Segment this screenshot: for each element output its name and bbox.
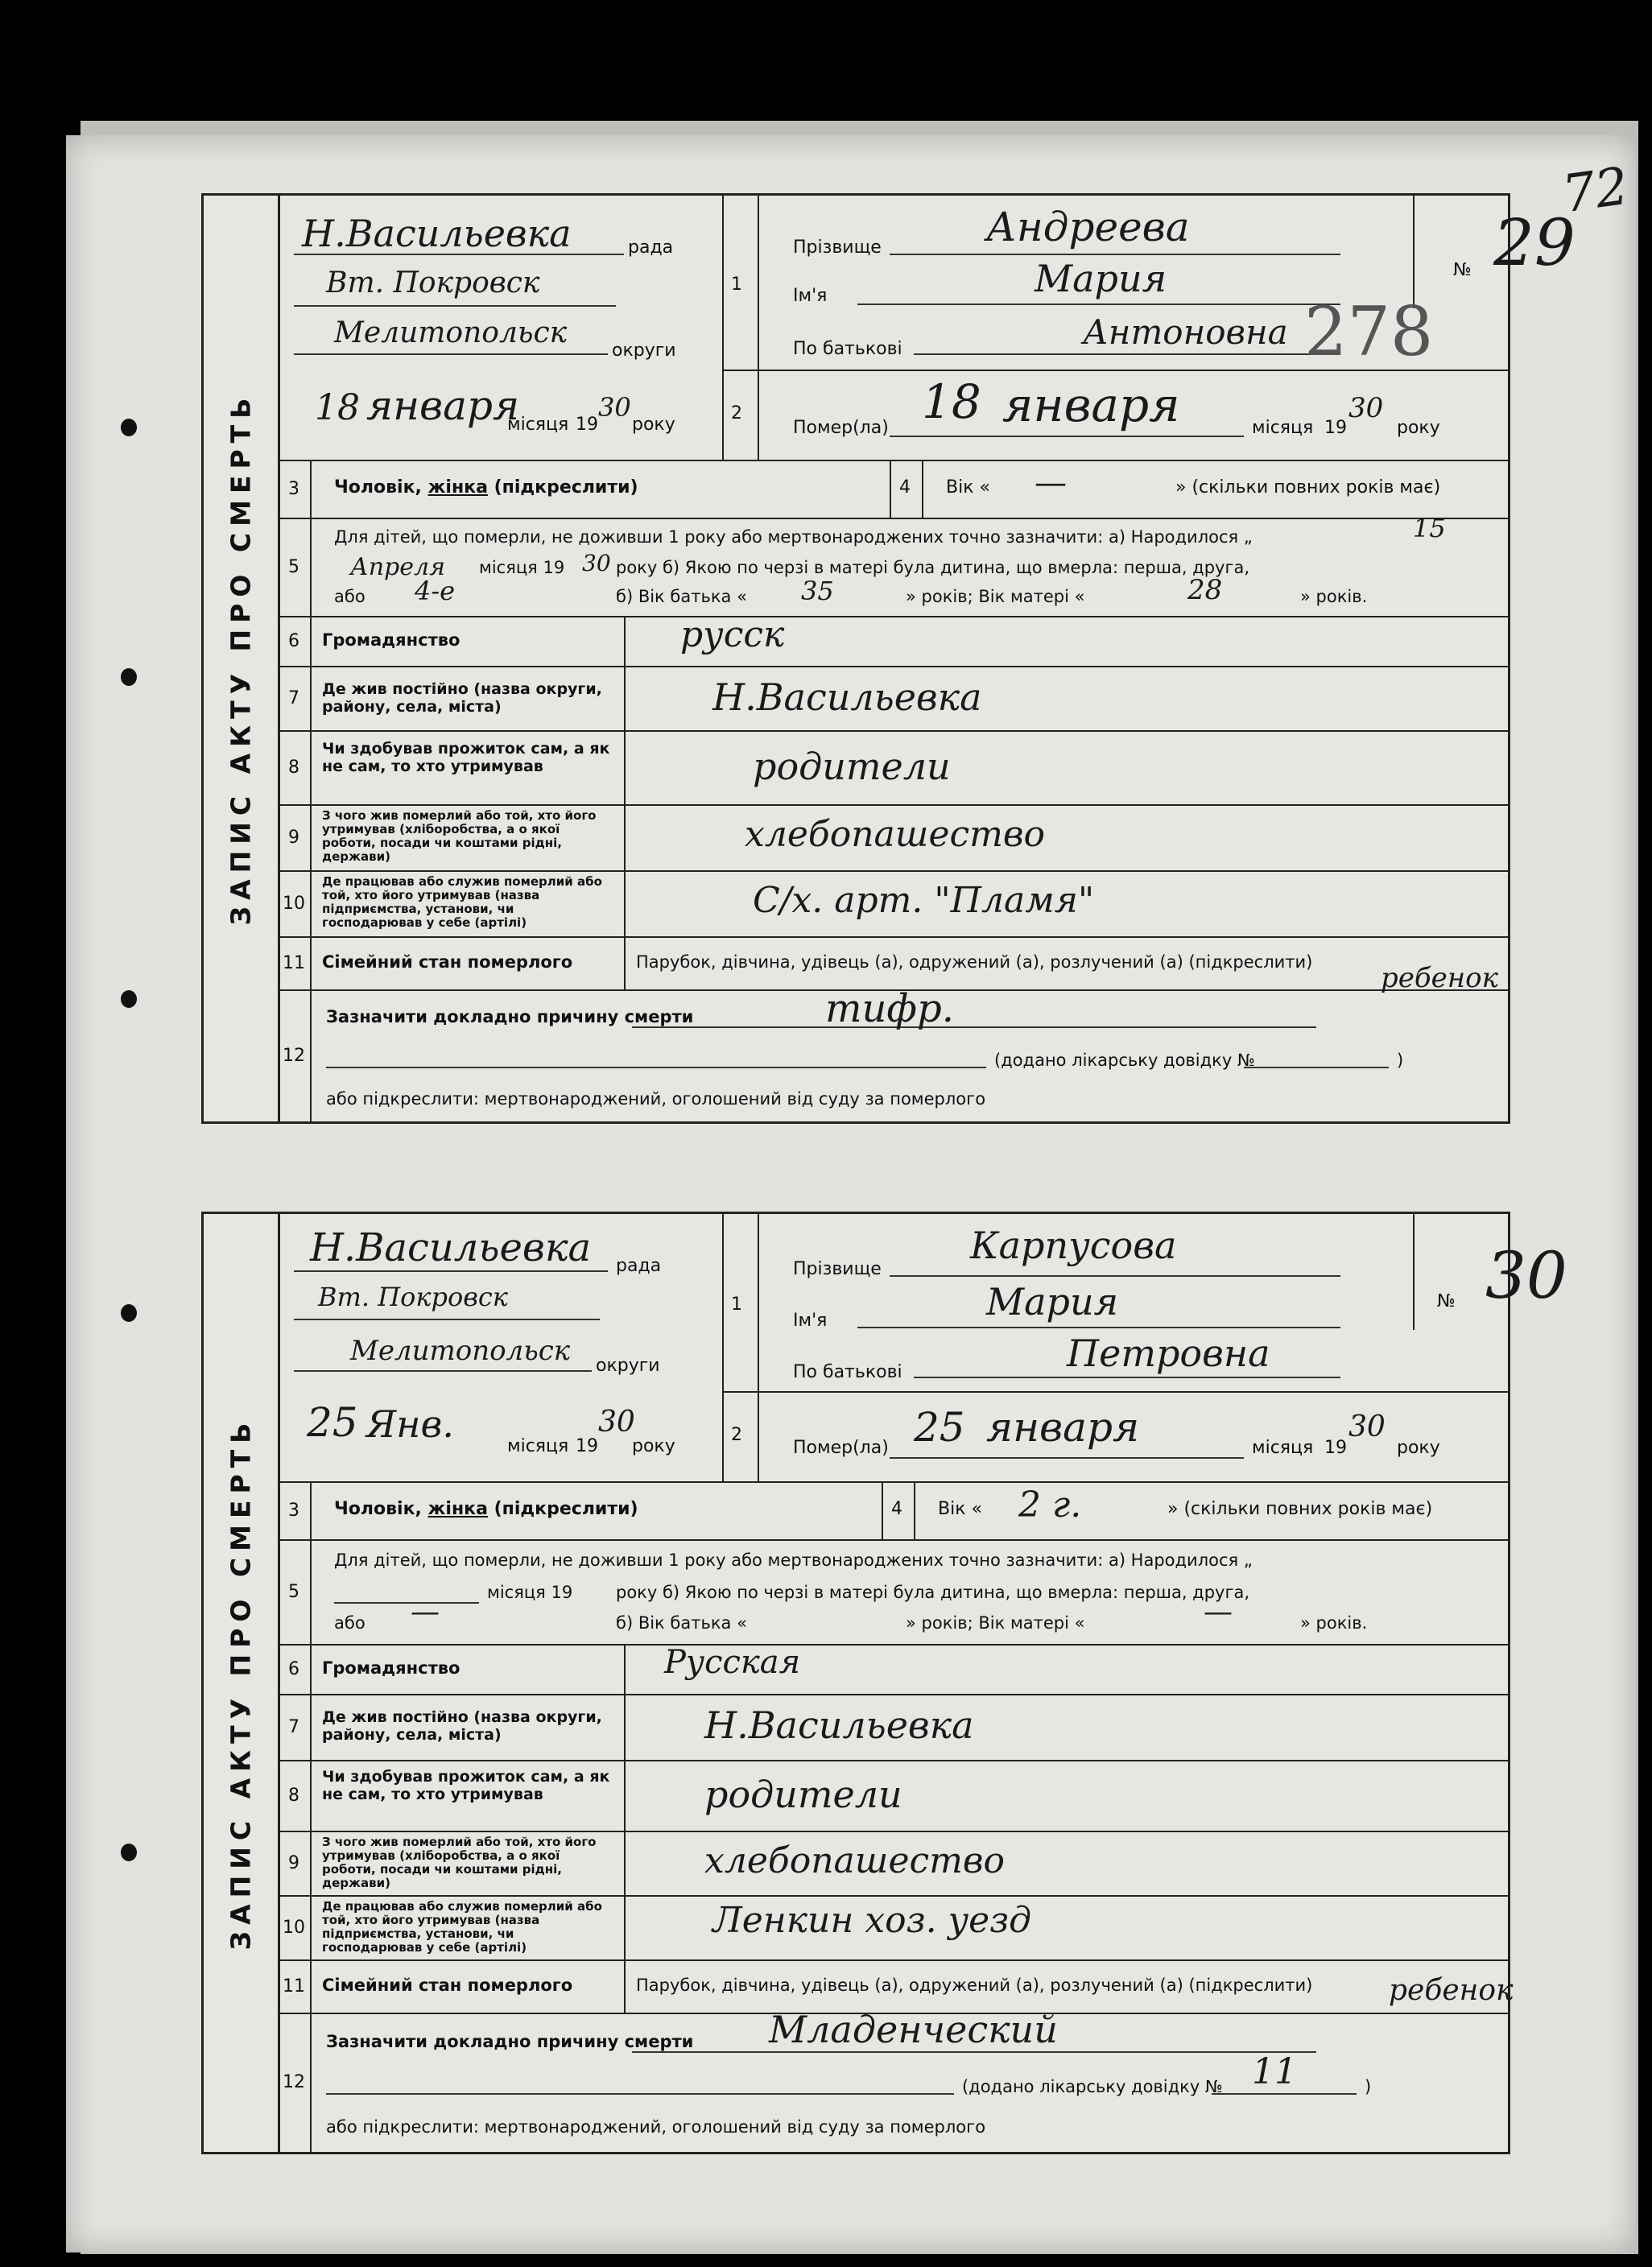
okruga-value: Мелитопольск (350, 1335, 571, 1367)
surname-label: Прізвище (793, 237, 882, 258)
livelihood-value: хлебопашество (704, 1840, 1005, 1881)
record-number: 29 (1493, 205, 1576, 280)
death-year-label: року (1397, 418, 1440, 438)
birth-year: 30 (582, 550, 611, 576)
death-day: 18 (922, 374, 981, 429)
row-11: 11 Сімейний стан померлого Парубок, дівчина, удівець (а), одружений (а), розлучений (а) (підкреслити) ребенок (278, 1959, 1508, 2014)
row-9: 9 З чого жив померлий або той, хто його утримував (хліборобства, а о якої роботи, посади чи коштами рідні, держави) хлебопашество (278, 804, 1508, 872)
age-value: — (1035, 465, 1067, 502)
punch-hole (121, 668, 137, 686)
rada-value: Н.Васильевка (310, 1225, 592, 1270)
row-number-1: 1 (731, 1295, 742, 1315)
month-label: місяця (507, 1436, 569, 1456)
punch-hole (121, 990, 137, 1008)
reg-day: 18 (315, 387, 360, 428)
age-label: Вік « (946, 477, 990, 498)
death-year: 30 (1348, 1410, 1386, 1443)
sex-female-underlined: жінка (427, 1499, 488, 1519)
row-number-1: 1 (731, 275, 742, 295)
patronymic-value: Антоновна (1083, 312, 1288, 352)
row-6: 6 Громадянство Русская (278, 1644, 1508, 1695)
corner-number: 72 (1558, 156, 1632, 225)
sex-label: Чоловік, жінка (підкреслити) (334, 1499, 638, 1519)
row-5-children: 5 Для дітей, що померли, не доживши 1 року або мертвонароджених точно зазначити: а) Народилося „ місяця 19 року б) Якою по черзі в матері була дитина, що вмерла: перша, друга, або — б) Вік батька « » років; Вік матері « — » років. (278, 1539, 1508, 1646)
support-value: родители (704, 1773, 902, 1816)
death-day: 25 (914, 1404, 965, 1451)
citizenship-value: Русская (664, 1644, 801, 1681)
rada-label: рада (628, 237, 674, 258)
residence-value: Н.Васильевка (712, 675, 982, 719)
residence-value: Н.Васильевка (704, 1703, 974, 1747)
patronymic-label: По батькові (793, 339, 902, 359)
death-year-prefix: 19 (1324, 1438, 1347, 1458)
age-value: 2 г. (1018, 1484, 1082, 1526)
row-8: 8 Чи здобував прожиток сам, а як не сам, то хто утримував родители (278, 1760, 1508, 1832)
birth-month: Апреля (350, 553, 445, 581)
father-age: 35 (801, 576, 834, 606)
year-prefix: 19 (576, 1436, 598, 1456)
archive-stamp-number: 278 (1304, 292, 1434, 371)
sex-label: Чоловік, жінка (підкреслити) (334, 477, 638, 498)
name-label: Ім'я (793, 286, 828, 306)
rada-value: Н.Васильевка (302, 212, 572, 255)
row-11: 11 Сімейний стан померлого Парубок, дівчина, удівець (а), одружений (а), розлучений (а) (підкреслити) ребенок (278, 936, 1508, 991)
row-number-2: 2 (731, 403, 742, 423)
month-label: місяця (507, 415, 569, 435)
number-label: № (1453, 260, 1472, 280)
side-title: ЗАПИС АКТУ ПРО СМЕРТЬ (204, 196, 280, 1121)
row-9: 9 З чого жив померлий або той, хто його утримував (хліборобства, а о якої роботи, посади чи коштами рідні, держави) хлебопашество (278, 1831, 1508, 1897)
row-3-4: 3 Чоловік, жінка (підкреслити) 4 Вік « — » (скільки повних років має) (278, 460, 1508, 519)
age-label: Вік « (938, 1499, 982, 1519)
patronymic-label: По батькові (793, 1362, 902, 1382)
birth-day: 15 (1413, 513, 1446, 543)
certificate-value: 11 (1252, 2051, 1297, 2092)
row-12: 12 Зазначити докладно причину смерти тифр. (додано лікарську довідку № ) або підкреслити: мертвонароджений, оголошений від суду за померлого (278, 989, 1508, 1121)
rayon-value: Вт. Покровск (326, 266, 540, 299)
mother-age: 28 (1187, 574, 1223, 606)
okruga-value: Мелитопольск (334, 316, 568, 349)
surname-value: Карпусова (970, 1224, 1177, 1267)
header-section (278, 1214, 1567, 1483)
record-number: 30 (1485, 1238, 1567, 1313)
death-month: января (1002, 378, 1180, 432)
reg-year: 30 (598, 392, 631, 423)
death-month-label: місяця (1252, 418, 1314, 438)
number-label: № (1437, 1291, 1456, 1311)
okruga-label: округи (596, 1356, 660, 1376)
reg-month: января (366, 382, 520, 429)
death-month: января (986, 1404, 1140, 1451)
child-order: — (411, 1596, 440, 1629)
name-value: Мария (986, 1280, 1119, 1323)
year-prefix: 19 (576, 415, 598, 435)
death-month-label: місяця (1252, 1438, 1314, 1458)
row-6: 6 Громадянство русск (278, 616, 1508, 667)
death-year-label: року (1397, 1438, 1440, 1458)
death-year: 30 (1348, 392, 1384, 424)
row-12: 12 Зазначити докладно причину смерти Младенческий (додано лікарську довідку № 11 ) або підкреслити: мертвонароджений, оголошений від суду за померлого (278, 2013, 1508, 2152)
row-5-children: 5 Для дітей, що померли, не доживши 1 року або мертвонароджених точно зазначити: а) Народилося „ 15 Апреля місяця 19 30 року б) Якою по черзі в матері була дитина, що вмерла: перша, друга, або 4-е б) Вік батька « 35 » років; Вік матері « 28 » років. (278, 518, 1508, 617)
died-label: Помер(ла) (793, 1438, 889, 1458)
workplace-value: С/х. арт. "Пламя" (753, 880, 1095, 921)
surname-value: Андреева (986, 204, 1190, 250)
cause-value: Младенческий (769, 2008, 1058, 2051)
punch-hole (121, 1844, 137, 1861)
marital-value: ребенок (1389, 1974, 1514, 2007)
patronymic-value: Петровна (1067, 1332, 1270, 1375)
reg-day: 25 (307, 1399, 358, 1446)
marital-value: ребенок (1381, 962, 1498, 994)
side-title: ЗАПИС АКТУ ПРО СМЕРТЬ (204, 1214, 280, 2152)
okruga-label: округи (612, 341, 676, 361)
died-label: Помер(ла) (793, 418, 889, 438)
row-7: 7 Де жив постійно (назва округи, району, села, міста) Н.Васильевка (278, 666, 1508, 732)
age-suffix: » (скільки повних років має) (1167, 1499, 1433, 1519)
name-value: Мария (1035, 257, 1167, 300)
year-label: року (632, 415, 675, 435)
support-value: родители (753, 745, 951, 788)
row-number-2: 2 (731, 1425, 742, 1445)
punch-hole (121, 1304, 137, 1322)
death-record-card-1 (201, 193, 1576, 1124)
year-label: року (632, 1436, 675, 1456)
reg-year: 30 (598, 1406, 635, 1439)
death-year-prefix: 19 (1324, 418, 1347, 438)
citizenship-value: русск (680, 614, 785, 655)
row-10: 10 Де працював або служив померлий або той, хто його утримував (назва підприємства, установи, чи господарював у себе (артілі) С/х. арт. "Пламя" (278, 870, 1508, 938)
workplace-value: Ленкин хоз. уезд (712, 1900, 1032, 1941)
row-8: 8 Чи здобував прожиток сам, а як не сам, то хто утримував родители (278, 730, 1508, 806)
rayon-value: Вт. Покровск (318, 1282, 508, 1312)
sex-female-underlined: жінка (427, 477, 488, 498)
row-7: 7 Де жив постійно (назва округи, району, села, міста) Н.Васильевка (278, 1694, 1508, 1761)
header-section (278, 196, 1576, 461)
child-order: 4-е (415, 576, 456, 606)
livelihood-value: хлебопашество (745, 814, 1045, 855)
surname-label: Прізвище (793, 1259, 882, 1279)
punch-hole (121, 419, 137, 436)
age-suffix: » (скільки повних років має) (1175, 477, 1441, 498)
death-record-card-2 (201, 1212, 1567, 2154)
row-3-4: 3 Чоловік, жінка (підкреслити) 4 Вік « 2 г. » (скільки повних років має) (278, 1481, 1508, 1541)
name-label: Ім'я (793, 1311, 828, 1331)
reg-month: Янв. (366, 1402, 454, 1446)
rada-label: рада (616, 1256, 662, 1276)
cause-value: тифр. (825, 986, 954, 1031)
row-10: 10 Де працював або служив померлий або той, хто його утримував (назва підприємства, установи, чи господарював у себе (артілі) Ленкин хоз. уезд (278, 1895, 1508, 1961)
mother-age: — (1204, 1596, 1233, 1629)
